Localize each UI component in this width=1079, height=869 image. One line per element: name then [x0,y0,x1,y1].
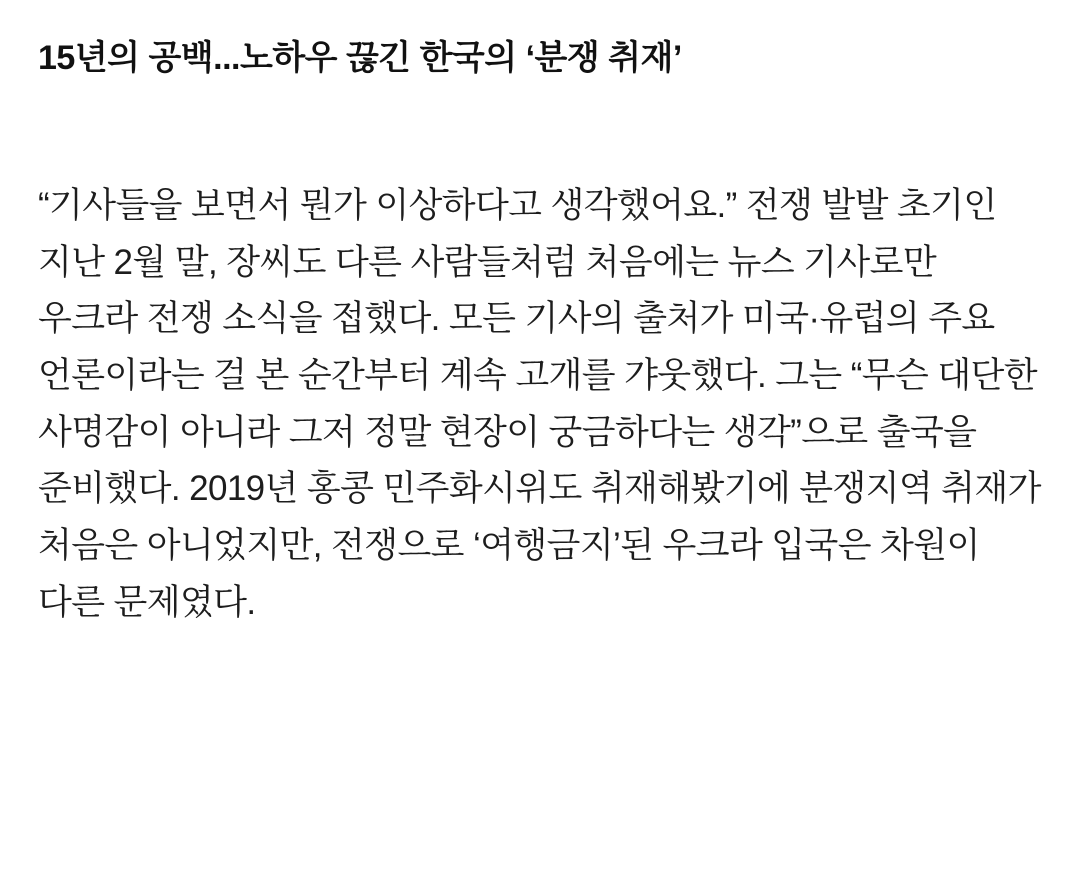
article-body [38,178,1041,632]
page-title: 15년의 공백...노하우 끊긴 한국의 ‘분쟁 취재’ [38,39,682,77]
article-paragraph: “기사들을 보면서 뭔가 이상하다고 생각했어요.” 전쟁 발발 초기인 지난 2월 말, 장씨도 다른 사람들처럼 처음에는 뉴스 기사로만 우크라 전쟁 소식을 접했다. 모든 기사의 출처가 미국·유럽의 주요 언론이라는 걸 본 순간부터 계속 고개를 갸웃했다. 그는 “무슨 대단한 사명감이 아니라 그저 정말 현장이 궁금하다는 생각”으로 출국을 준비했다. 2019년 홍콩 민주화시위도 취재해봤기에 분쟁지역 취재가 처음은 아니었지만, 전쟁으로 ‘여행금지’된 우크라 입국은 차원이 다른 문제였다. [38,185,1041,622]
